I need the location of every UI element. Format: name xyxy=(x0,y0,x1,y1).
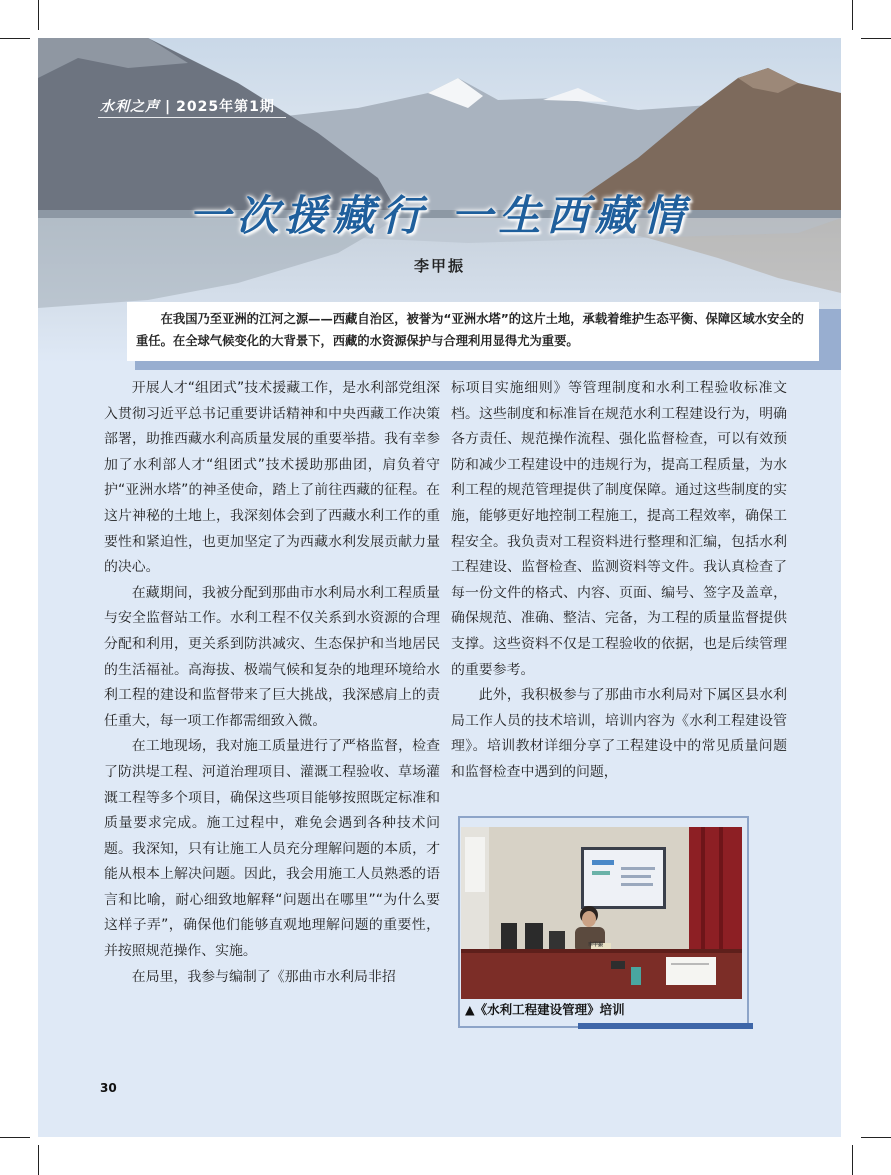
speaker-nameplate: 李甲振 xyxy=(588,942,604,948)
magazine-brand: 水利之声 xyxy=(100,99,160,115)
crop-mark xyxy=(861,1137,891,1138)
article-title xyxy=(38,183,841,243)
crop-mark xyxy=(852,0,853,30)
magazine-page xyxy=(38,38,841,1137)
header-underline xyxy=(98,117,286,118)
body-paragraph: 此外，我积极参与了那曲市水利局对下属区县水利局工作人员的技术培训，培训内容为《水利工程建设管理》。培训教材详细分享了工程建设中的常见质量问题和监督检查中遇到的问题， xyxy=(451,687,787,780)
abstract-text: 在我国乃至亚洲的江河之源——西藏自治区，被誉为“亚洲水塔”的这片土地，承载着维护生态平衡、保障区域水安全的重任。在全球气候变化的大背景下，西藏的水资源保护与合理利用显得尤为重要。 xyxy=(136,312,804,348)
title-part1: 一次援藏行 xyxy=(188,191,429,240)
body-paragraph: 在局里，我参与编制了《那曲市水利局非招 xyxy=(131,968,396,985)
article-abstract xyxy=(127,302,819,361)
crop-mark xyxy=(38,0,39,30)
training-scene-illustration xyxy=(461,827,742,999)
title-part2: 一生西藏情 xyxy=(450,191,691,240)
magazine-header xyxy=(100,96,275,116)
crop-mark xyxy=(0,38,30,39)
body-column-right xyxy=(451,376,787,786)
body-column-left xyxy=(104,376,440,990)
issue-label: 2025年第1期 xyxy=(176,99,275,115)
crop-mark xyxy=(38,1145,39,1175)
page-number: 30 xyxy=(100,1081,117,1095)
body-paragraph: 开展人才“组团式”技术援藏工作，是水利部党组深入贯彻习近平总书记重要讲话精神和中央西藏工作决策部署，助推西藏水利高质量发展的重要举措。我有幸参加了水利部人才“组团式”技术援助那曲团，肩负着守护“亚洲水塔”的神圣使命，踏上了前往西藏的征程。在这片神秘的土地上，我深刻体会到了西藏水利工作的重要性和紧迫性，也更加坚定了为西藏水利发展贡献力量的决心。 xyxy=(104,380,440,576)
body-paragraph-continued: 标项目实施细则》等管理制度和水利工程验收标准文档。这些制度和标准旨在规范水利工程建设行为，明确各方责任、规范操作流程、强化监督检查，可以有效预防和减少工程建设中的违规行为，提高工程质量，为水利工程的规范管理提供了制度保障。通过这些制度的实施，能够更好地控制工程施工，提高工程效率，确保工程安全。我负责对工程资料进行整理和汇编，包括水利工程建设、监督检查、监测资料等文件。我认真检查了每一份文件的格式、内容、页面、编号、签字及盖章，确保规范、准确、整洁、完备，为工程的质量监督提供支撑。这些资料不仅是工程验收的依据，也是后续管理的重要参考。 xyxy=(451,380,787,678)
training-photo xyxy=(461,827,742,999)
crop-mark xyxy=(861,38,891,39)
caption-accent-bar xyxy=(578,1023,753,1029)
body-paragraph: 在藏期间，我被分配到那曲市水利局水利工程质量与安全监督站工作。水利工程不仅关系到水资源的合理分配和利用，更关系到防洪减灾、生态保护和当地居民的生活福祉。高海拔、极端气候和复杂的地理环境给水利工程的建设和监督带来了巨大挑战，我深感肩上的责任重大，每一项工作都需细致入微。 xyxy=(104,584,440,729)
header-separator: | xyxy=(165,99,172,115)
article-author: 李甲振 xyxy=(413,257,465,275)
photo-caption: ▲《水利工程建设管理》培训 xyxy=(465,1002,625,1017)
crop-mark xyxy=(0,1137,30,1138)
crop-mark xyxy=(852,1145,853,1175)
body-paragraph: 在工地现场，我对施工质量进行了严格监督，检查了防洪堤工程、河道治理项目、灌溉工程验收、草场灌溉工程等多个项目，确保这些项目能够按照既定标准和质量要求完成。施工过程中，难免会遇到各种技术问题。我深知，只有让施工人员充分理解问题的本质，才能从根本上解决问题。因此，我会用施工人员熟悉的语言和比喻，耐心细致地解释“问题出在哪里”“为什么要这样子弄”，确保他们能够直观地理解问题的重要性，并按照规范操作、实施。 xyxy=(104,738,440,960)
